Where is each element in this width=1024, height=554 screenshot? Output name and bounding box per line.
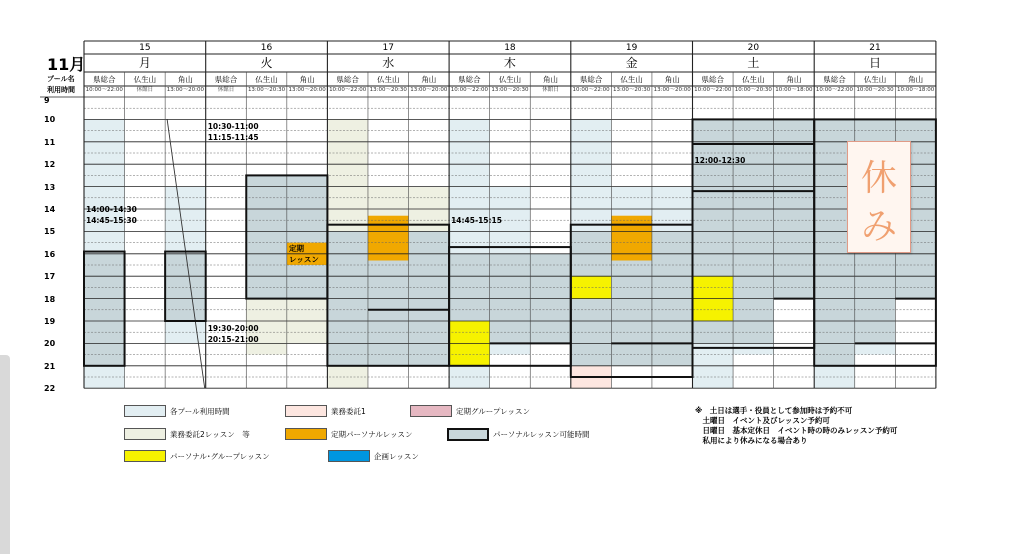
hour-label: 12 <box>44 160 56 170</box>
teiki-lesson-label-line1: 定期 <box>289 244 304 253</box>
pool-hours: 10:00～22:00 <box>694 87 732 93</box>
pool-hours: 10:00～22:00 <box>329 87 367 93</box>
pool-name-row-label: プール名 <box>47 75 75 83</box>
pool-name: 角山 <box>664 75 680 84</box>
closed-sign-char-2: み <box>860 206 897 247</box>
hour-label: 19 <box>44 317 56 326</box>
closed-sign <box>847 141 911 253</box>
hour-label: 21 <box>44 361 56 371</box>
weekday-name: 木 <box>503 56 516 70</box>
personal-available-shading <box>246 175 287 298</box>
pool-name: 県総合 <box>823 75 846 84</box>
personal-available-shading <box>84 254 125 366</box>
pool-hours: 10:00～22:00 <box>450 87 488 93</box>
weekday-name: 水 <box>382 56 395 70</box>
pool-name: 仏生山 <box>498 75 522 84</box>
pool-hours: 10:00～20:30 <box>734 87 772 93</box>
pool-name: 角山 <box>908 75 924 84</box>
pool-name: 仏生山 <box>133 75 157 84</box>
closed-sign-char-1: 休 <box>860 158 897 199</box>
pool-name: 県総合 <box>701 75 725 84</box>
footnote-line: ※ 土日は選手・役員として参加時は予約不可 <box>695 406 853 415</box>
legend-label: パーソナルレッスン可能時間 <box>493 430 590 439</box>
legend-label: 業務委託2レッスン 等 <box>170 430 250 439</box>
hour-label: 14 <box>44 205 56 214</box>
weekday-name: 月 <box>138 56 151 70</box>
hour-label: 18 <box>44 294 56 304</box>
day-number: 21 <box>869 43 881 53</box>
lesson-time-note: 11:15-11:45 <box>207 133 259 143</box>
day-number: 15 <box>139 43 151 53</box>
day-number: 18 <box>504 43 516 53</box>
legend-swatch <box>447 428 489 441</box>
lesson-time-note: 14:45-15:15 <box>451 216 502 226</box>
pool-name: 角山 <box>299 75 315 84</box>
lesson-time-note: 14:45-15:30 <box>86 216 137 226</box>
legend-swatch <box>124 405 166 417</box>
teiki-lesson-label-line2: レッスン <box>289 255 319 264</box>
pool-hours: 休館日 <box>217 87 235 93</box>
day-number: 16 <box>260 43 273 53</box>
pool-hours: 13:00～20:30 <box>491 87 529 93</box>
pool-name: 仏生山 <box>376 75 400 84</box>
pool-name: 仏生山 <box>863 75 887 84</box>
lesson-time-note: 20:15-21:00 <box>207 334 259 344</box>
pool-hours: 10:00～22:00 <box>85 87 123 93</box>
pool-hours: 休館日 <box>542 87 559 93</box>
pool-hours: 10:00～22:00 <box>815 87 854 93</box>
legend-label: パーソナル･グループレッスン <box>170 452 270 461</box>
legend-swatch <box>285 405 327 417</box>
hour-label: 11 <box>44 137 56 147</box>
pool-name: 県総合 <box>214 75 238 84</box>
footnotes <box>695 406 897 447</box>
legend-swatch <box>124 428 166 440</box>
lesson-time-note: 12:00-12:30 <box>694 155 746 165</box>
weekday-name: 日 <box>869 56 882 70</box>
pool-hours: 休館日 <box>136 87 154 93</box>
pool-hours: 10:00～22:00 <box>572 87 610 93</box>
hour-label: 16 <box>44 249 56 259</box>
weekday-name: 土 <box>747 56 760 70</box>
legend-label: 定期グループレッスン <box>456 407 531 416</box>
day-number: 17 <box>382 43 394 53</box>
pool-name: 県総合 <box>93 75 116 84</box>
legend-swatch <box>410 405 452 417</box>
pool-hours: 13:00～20:30 <box>369 87 407 93</box>
legend-label: 業務委託1 <box>331 407 366 416</box>
hour-label: 9 <box>44 96 50 105</box>
lesson-time-note: 10:30-11:00 <box>207 122 259 132</box>
legend-swatch <box>285 428 327 440</box>
pool-name: 角山 <box>786 75 802 84</box>
pool-hours: 13:00～20:00 <box>288 87 326 93</box>
pool-name: 角山 <box>421 75 437 84</box>
legend-swatch <box>124 450 166 462</box>
pool-name: 仏生山 <box>742 75 765 84</box>
pool-name: 角山 <box>543 75 558 84</box>
footnote-line: 日曜日 基本定休日 イベント時の時のみレッスン予約可 <box>695 426 898 436</box>
pool-hours: 13:00～20:30 <box>613 87 651 93</box>
day-number: 20 <box>747 43 760 53</box>
pool-name: 県総合 <box>336 75 359 84</box>
legend-label: 企画レッスン <box>374 452 419 461</box>
pool-hours: 10:00～20:30 <box>856 87 894 93</box>
personal-available-shading <box>287 175 328 298</box>
pool-name: 仏生山 <box>620 75 643 84</box>
pool-name: 角山 <box>177 75 193 84</box>
lesson-time-note: 14:00-14:30 <box>86 205 137 214</box>
pool-name: 仏生山 <box>255 75 278 84</box>
pool-hours: 10:00～18:00 <box>775 87 813 93</box>
personal-group-block <box>571 276 612 298</box>
footnote-line: 土曜日 イベント及びレッスン予約可 <box>695 416 830 426</box>
pool-hours: 13:00～20:00 <box>410 87 448 93</box>
pool-name: 県総合 <box>579 75 603 84</box>
weekday-name: 火 <box>260 56 273 70</box>
personal-available-shading <box>571 231 612 377</box>
hour-label: 22 <box>44 384 56 394</box>
pool-name: 県総合 <box>458 75 481 84</box>
hour-label: 15 <box>44 227 56 237</box>
hour-label: 10 <box>44 115 56 125</box>
legend-label: 定期パーソナルレッスン <box>331 430 413 439</box>
pool-hours: 10:00～18:00 <box>897 87 935 93</box>
footnote-line: 私用により休みになる場合あり <box>695 436 808 446</box>
hour-label: 13 <box>44 182 56 192</box>
pool-hours: 13:00～20:30 <box>247 87 286 93</box>
weekday-name: 金 <box>625 56 638 70</box>
hour-label: 20 <box>44 339 56 349</box>
pool-hours: 13:00～20:00 <box>653 87 691 93</box>
legend-swatch <box>328 450 370 462</box>
month-label: 11月 <box>47 55 86 74</box>
pool-hours: 13:00～20:00 <box>166 87 204 93</box>
legend-label: 各プール利用時間 <box>170 407 230 416</box>
hour-label: 17 <box>44 272 56 282</box>
day-number: 19 <box>625 43 638 53</box>
hours-row-label: 利用時間 <box>47 86 75 94</box>
lesson-time-note: 19:30-20:00 <box>207 323 259 333</box>
